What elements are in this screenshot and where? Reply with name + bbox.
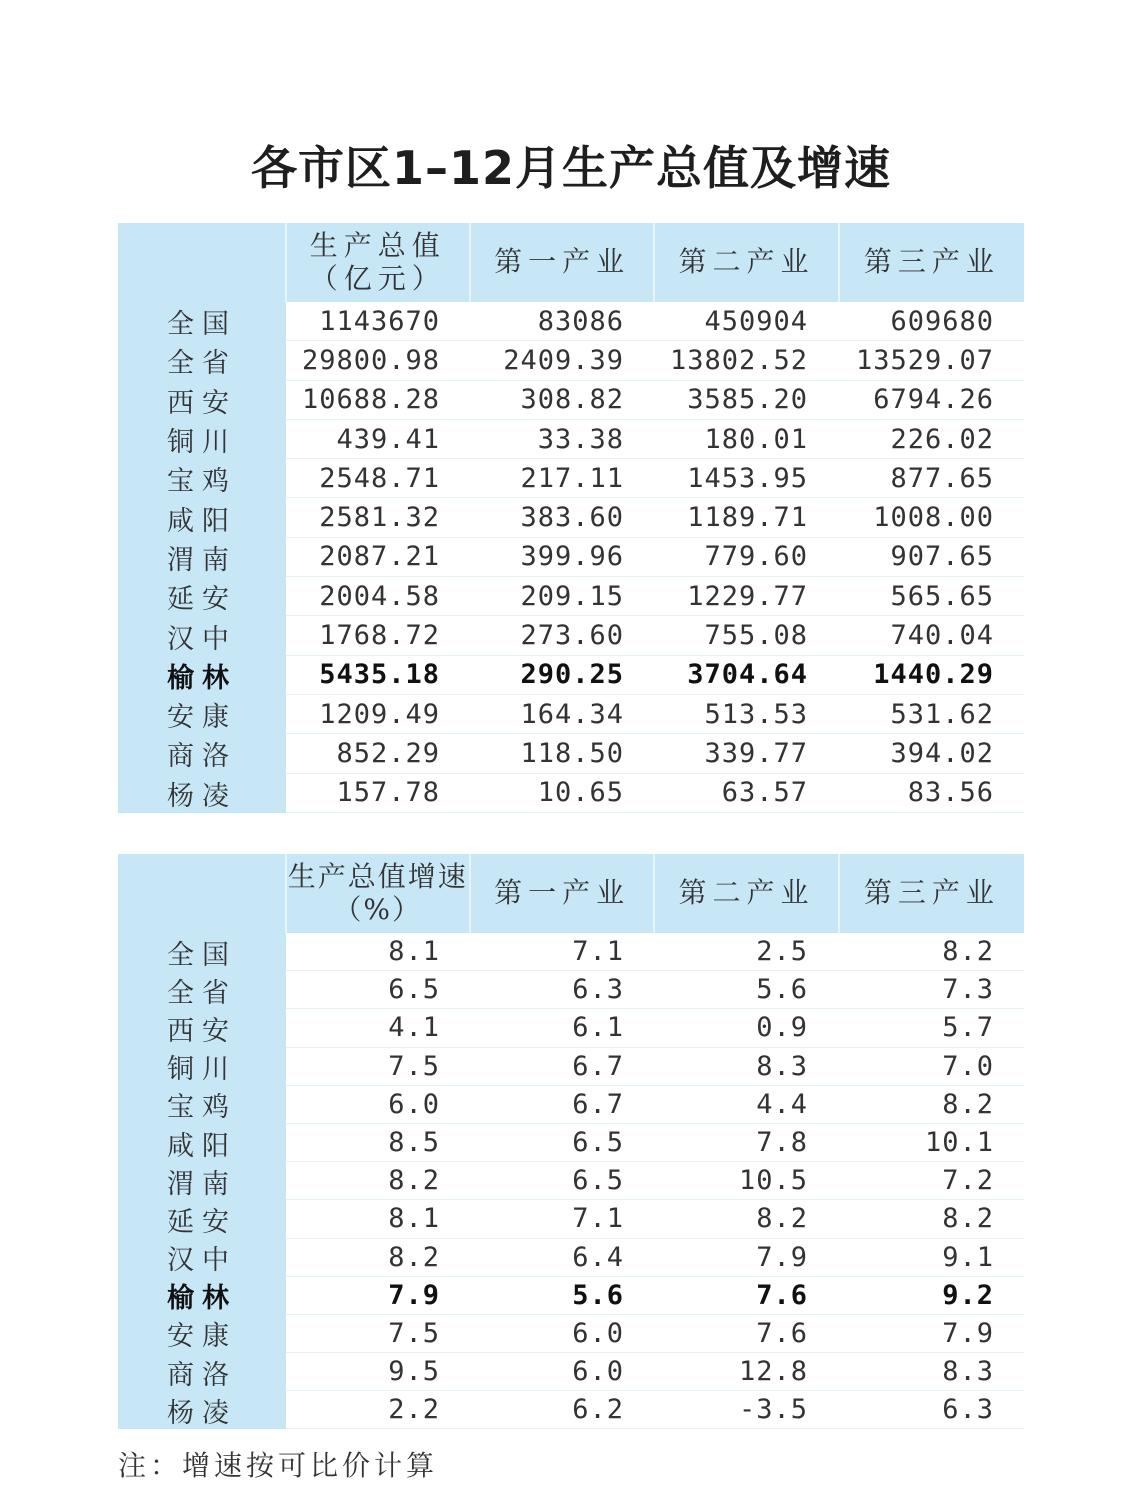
row-label: 杨凌 — [118, 1391, 286, 1429]
table-cell: 33.38 — [470, 420, 654, 459]
row-label: 商洛 — [118, 734, 286, 773]
table-cell: 8.2 — [654, 1200, 838, 1238]
table-cell: 7.3 — [838, 971, 1024, 1009]
row-label: 汉中 — [118, 1239, 286, 1277]
table-cell: 6.0 — [286, 1086, 470, 1124]
table-row — [118, 381, 1024, 420]
table-cell: 7.5 — [286, 1048, 470, 1086]
header-secondary: 第二产业 — [653, 223, 837, 302]
header-tertiary: 第三产业 — [838, 223, 1024, 302]
table-cell: 399.96 — [470, 538, 654, 577]
table-header — [118, 854, 1024, 933]
table-cell: 308.82 — [470, 381, 654, 420]
table-header — [118, 223, 1024, 302]
table-cell: 5.6 — [654, 971, 838, 1009]
table-cell: 8.2 — [838, 1200, 1024, 1238]
table-cell: 6.0 — [470, 1353, 654, 1391]
table-cell: 6.7 — [470, 1086, 654, 1124]
table-row — [118, 577, 1024, 616]
table-cell: 209.15 — [470, 577, 654, 616]
table-row — [118, 420, 1024, 459]
table-row — [118, 1391, 1024, 1429]
row-label: 西安 — [118, 1009, 286, 1047]
table-cell: 2.2 — [286, 1391, 470, 1429]
table-cell: 439.41 — [286, 420, 470, 459]
table-cell: 339.77 — [654, 734, 838, 773]
table-cell: 1453.95 — [654, 459, 838, 498]
gdp-value-table — [118, 223, 1024, 813]
table-row — [118, 933, 1024, 971]
row-label: 咸阳 — [118, 498, 286, 537]
table-cell: 83086 — [470, 302, 654, 341]
table-cell: 565.65 — [838, 577, 1024, 616]
table-row — [118, 1124, 1024, 1162]
row-label: 商洛 — [118, 1353, 286, 1391]
table-cell: 5435.18 — [286, 656, 470, 695]
table-cell: 13529.07 — [838, 341, 1024, 380]
row-label: 咸阳 — [118, 1124, 286, 1162]
table-cell: 8.1 — [286, 933, 470, 971]
table-cell: 2409.39 — [470, 341, 654, 380]
table-cell: 755.08 — [654, 616, 838, 655]
table-body — [118, 302, 1024, 813]
table-row — [118, 459, 1024, 498]
table-cell: 290.25 — [470, 656, 654, 695]
table-cell: 1229.77 — [654, 577, 838, 616]
table-cell: 9.1 — [838, 1239, 1024, 1277]
table-cell: 10.1 — [838, 1124, 1024, 1162]
table-row — [118, 774, 1024, 813]
table-row — [118, 498, 1024, 537]
table-cell: 7.8 — [654, 1124, 838, 1162]
table-row — [118, 971, 1024, 1009]
table-cell: 3585.20 — [654, 381, 838, 420]
row-label: 铜川 — [118, 1048, 286, 1086]
table-cell: 6.4 — [470, 1239, 654, 1277]
row-label: 杨凌 — [118, 774, 286, 813]
table-cell: 1008.00 — [838, 498, 1024, 537]
table-row — [118, 1239, 1024, 1277]
table-cell: 2581.32 — [286, 498, 470, 537]
table-cell: 2.5 — [654, 933, 838, 971]
table-cell: 852.29 — [286, 734, 470, 773]
table-row — [118, 1048, 1024, 1086]
table-row — [118, 1086, 1024, 1124]
table-cell: 9.2 — [838, 1277, 1024, 1315]
table-cell: 7.9 — [838, 1315, 1024, 1353]
row-label: 延安 — [118, 1200, 286, 1238]
table-body — [118, 933, 1024, 1429]
header-tertiary: 第三产业 — [838, 854, 1024, 933]
table-cell: 29800.98 — [286, 341, 470, 380]
row-label: 安康 — [118, 695, 286, 734]
table-cell: 907.65 — [838, 538, 1024, 577]
row-label: 全省 — [118, 971, 286, 1009]
table-cell: 83.56 — [838, 774, 1024, 813]
table-cell: 8.2 — [838, 933, 1024, 971]
table-row — [118, 341, 1024, 380]
row-label: 渭南 — [118, 538, 286, 577]
row-label: 安康 — [118, 1315, 286, 1353]
table-cell: 779.60 — [654, 538, 838, 577]
table-row — [118, 734, 1024, 773]
table-cell: 7.9 — [286, 1277, 470, 1315]
table-row — [118, 616, 1024, 655]
table-cell: 8.2 — [838, 1086, 1024, 1124]
table-cell: 6.0 — [470, 1315, 654, 1353]
table-row — [118, 695, 1024, 734]
table-cell: 740.04 — [838, 616, 1024, 655]
table-cell: 0.9 — [654, 1009, 838, 1047]
table-cell: 531.62 — [838, 695, 1024, 734]
table-cell: 9.5 — [286, 1353, 470, 1391]
table-row — [118, 1353, 1024, 1391]
row-label: 全国 — [118, 933, 286, 971]
table-cell: 8.3 — [838, 1353, 1024, 1391]
table-cell: 6.5 — [470, 1162, 654, 1200]
header-city — [118, 223, 285, 302]
table-cell: 4.4 — [654, 1086, 838, 1124]
header-primary: 第一产业 — [469, 223, 653, 302]
table-cell: 164.34 — [470, 695, 654, 734]
table-cell: 2087.21 — [286, 538, 470, 577]
table-cell: 1209.49 — [286, 695, 470, 734]
table-cell: 8.2 — [286, 1239, 470, 1277]
table-row — [118, 302, 1024, 341]
row-label: 铜川 — [118, 420, 286, 459]
table-cell: 7.2 — [838, 1162, 1024, 1200]
table-cell: 1440.29 — [838, 656, 1024, 695]
table-cell: 157.78 — [286, 774, 470, 813]
table-row — [118, 538, 1024, 577]
header-gdp-growth: 生产总值增速 （%） — [285, 854, 469, 933]
table-cell: 1768.72 — [286, 616, 470, 655]
table-cell: 10.65 — [470, 774, 654, 813]
table-cell: 450904 — [654, 302, 838, 341]
table-cell: 6.3 — [470, 971, 654, 1009]
row-label: 宝鸡 — [118, 1086, 286, 1124]
table-cell: 877.65 — [838, 459, 1024, 498]
table-cell: 1143670 — [286, 302, 470, 341]
table-cell: 6.3 — [838, 1391, 1024, 1429]
table-row — [118, 1315, 1024, 1353]
table-cell: 7.0 — [838, 1048, 1024, 1086]
row-label: 全国 — [118, 302, 286, 341]
table-cell: 7.6 — [654, 1277, 838, 1315]
row-label: 西安 — [118, 381, 286, 420]
table-row — [118, 1162, 1024, 1200]
table-cell: 10688.28 — [286, 381, 470, 420]
table-cell: 6.7 — [470, 1048, 654, 1086]
table-cell: 7.9 — [654, 1239, 838, 1277]
table-cell: 2548.71 — [286, 459, 470, 498]
header-gdp-value: 生产总值 （亿元） — [285, 223, 469, 302]
row-label: 榆林 — [118, 656, 286, 695]
table-cell: 226.02 — [838, 420, 1024, 459]
table-cell: 3704.64 — [654, 656, 838, 695]
table-cell: 5.7 — [838, 1009, 1024, 1047]
table-cell: 8.1 — [286, 1200, 470, 1238]
table-cell: 10.5 — [654, 1162, 838, 1200]
table-cell: 118.50 — [470, 734, 654, 773]
table-cell: 8.3 — [654, 1048, 838, 1086]
header-primary: 第一产业 — [469, 854, 653, 933]
table-cell: 13802.52 — [654, 341, 838, 380]
table-cell: 7.5 — [286, 1315, 470, 1353]
table-cell: 1189.71 — [654, 498, 838, 537]
table-cell: 513.53 — [654, 695, 838, 734]
table-cell: 6.5 — [286, 971, 470, 1009]
table-cell: 4.1 — [286, 1009, 470, 1047]
table-cell: 609680 — [838, 302, 1024, 341]
table-cell: 2004.58 — [286, 577, 470, 616]
table-row — [118, 1200, 1024, 1238]
table-cell: 6794.26 — [838, 381, 1024, 420]
table-cell: 383.60 — [470, 498, 654, 537]
row-label: 汉中 — [118, 616, 286, 655]
table-cell: 6.2 — [470, 1391, 654, 1429]
table-row — [118, 1009, 1024, 1047]
table-cell: 217.11 — [470, 459, 654, 498]
table-cell: 273.60 — [470, 616, 654, 655]
row-label: 延安 — [118, 577, 286, 616]
footnote: 注：增速按可比价计算 — [118, 1449, 439, 1482]
table-row — [118, 656, 1024, 695]
table-cell: 8.2 — [286, 1162, 470, 1200]
row-label: 宝鸡 — [118, 459, 286, 498]
table-cell: -3.5 — [654, 1391, 838, 1429]
table-row — [118, 1277, 1024, 1315]
table-cell: 6.5 — [470, 1124, 654, 1162]
header-secondary: 第二产业 — [653, 854, 837, 933]
page-title: 各市区1–12月生产总值及增速 — [250, 141, 892, 195]
table-cell: 8.5 — [286, 1124, 470, 1162]
table-cell: 7.1 — [470, 1200, 654, 1238]
table-cell: 6.1 — [470, 1009, 654, 1047]
table-cell: 7.6 — [654, 1315, 838, 1353]
gdp-growth-table — [118, 854, 1024, 1429]
table-cell: 5.6 — [470, 1277, 654, 1315]
table-cell: 63.57 — [654, 774, 838, 813]
header-city — [118, 854, 285, 933]
row-label: 全省 — [118, 341, 286, 380]
row-label: 榆林 — [118, 1277, 286, 1315]
table-cell: 7.1 — [470, 933, 654, 971]
table-cell: 180.01 — [654, 420, 838, 459]
table-cell: 12.8 — [654, 1353, 838, 1391]
row-label: 渭南 — [118, 1162, 286, 1200]
table-cell: 394.02 — [838, 734, 1024, 773]
